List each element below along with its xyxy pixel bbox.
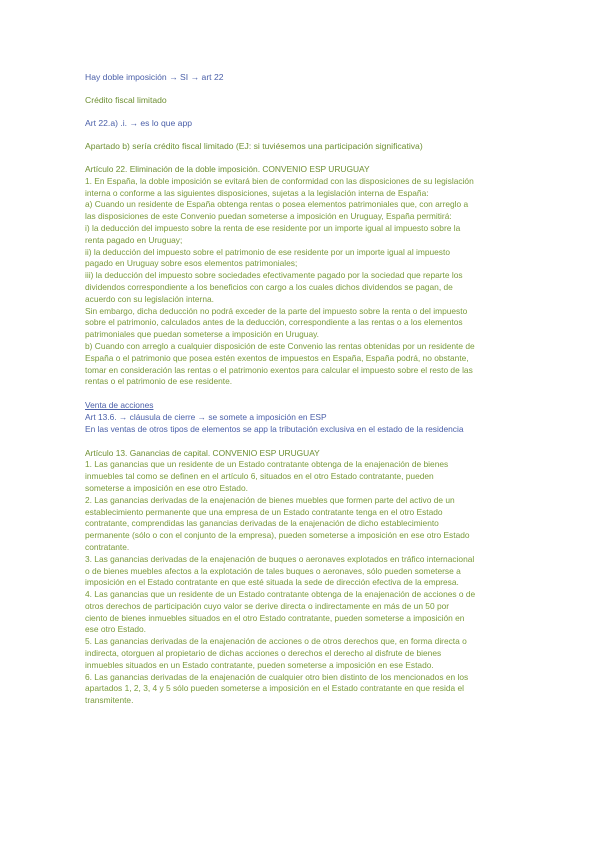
text-line: b) Cuando con arreglo a cualquier disposición de este Convenio las rentas obtenidas por un residente de [85,340,475,351]
article-13-section [85,448,519,708]
text-line: rentas o el patrimonio de ese residente. [85,376,233,387]
note-double-taxation: Hay doble imposición → SI → art 22 [85,72,224,82]
text-line: interna o conforme a las siguientes disposiciones, sujetas a la legislación interna de España: [85,187,429,198]
text-line: 6. Las ganancias derivadas de la enajenación de cualquier otro bien distinto de los mencionados en los [85,671,469,682]
text-line: tomar en consideración las rentas o el patrimonio exentos para calcular el impuesto sobre el resto de las [85,364,473,375]
text-line: 1. Las ganancias que un residente de un Estado contratante obtenga de la enajenación de bienes [85,459,449,470]
text-line: 4. Las ganancias que un residente de un Estado contratante obtenga de la enajenación de acciones o de [85,589,476,600]
text-line: dividendos correspondiente a los beneficios con cargo a los cuales dichos dividendos se pagan, de [85,281,453,292]
text-line: las disposiciones de este Convenio puedan someterse a imposición en Uruguay, España permitirá: [85,211,452,222]
text-line: otros derechos de participación cuyo valor se derive directa o indirectamente en más de un 50 por [85,600,450,611]
text-line: permanente (sólo o con el conjunto de la empresa), pueden someterse a imposición en ese otro Estado [85,530,470,541]
venta-acciones-section [85,400,519,435]
text-line: inmuebles situados en un Estado contratante, pueden someterse a imposición en ese Estado. [85,659,434,670]
text-line: inmuebles tal como se definen en el artículo 6, situados en el otro Estado contratante, pueden [85,471,434,482]
text-line: establecimiento permanente que una empresa de un Estado contratante tenga en el otro Estado [85,506,443,517]
note-art-22a: Art 22.a) .i. → es lo que app [85,118,193,128]
article-13-body [85,459,519,707]
text-line: contratante, comprendidas las ganancias derivadas de la enajenación de dicho establecimiento [85,518,439,529]
text-line: iii) la deducción del impuesto sobre sociedades efectivamente pagado por la sociedad que reparte los [85,270,463,281]
text-line: indirecta, otorguen al propietario de dichas acciones o derechos el derecho al disfrute de bienes [85,648,442,659]
article-22-title: Artículo 22. Eliminación de la doble imposición. CONVENIO ESP URUGUAY [85,164,370,174]
article-13-title: Artículo 13. Ganancias de capital. CONVENIO ESP URUGUAY [85,447,320,458]
text-line: i) la deducción del impuesto sobre la renta de ese residente por un importe igual al impuesto sobre la [85,222,461,233]
text-line: acuerdo con su legislación interna. [85,293,214,304]
text-line: transmitente. [85,695,134,706]
text-line: ciento de bienes inmuebles situados en el otro Estado contratante, pueden someterse a imposición en [85,612,465,623]
text-line: someterse a imposición en ese otro Estado. [85,482,248,493]
text-line: patrimoniales que puedan someterse a imposición en Uruguay. [85,329,320,340]
text-line: ii) la deducción del impuesto sobre el patrimonio de ese residente por un importe igual al impuesto [85,246,450,257]
venta-acciones-note-2: En las ventas de otros tipos de elementos se app la tributación exclusiva en el estado de la residencia [85,423,464,434]
text-line: 5. Las ganancias derivadas de la enajenación de acciones o de otros derechos que, en forma directa o [85,636,467,647]
text-line: apartados 1, 2, 3, 4 y 5 sólo pueden someterse a imposición en el Estado contratante en que resida el [85,683,464,694]
text-line: imposición en el Estado contratante en que esté situada la sede de dirección efectiva de la empresa. [85,577,459,588]
text-line: o de bienes muebles afectos a la explotación de tales buques o aeronaves, sólo pueden someterse a [85,565,461,576]
text-line: ese otro Estado. [85,624,146,635]
article-22-body [85,176,519,388]
text-line: 3. Las ganancias derivadas de la enajenación de buques o aeronaves explotados en tráfico internacional [85,553,475,564]
text-line: Sin embargo, dicha deducción no podrá exceder de la parte del impuesto sobre la renta o del impuesto [85,305,468,316]
note-limited-credit: Crédito fiscal limitado [85,95,167,105]
text-line: a) Cuando un residente de España obtenga rentas o posea elementos patrimoniales que, con arreglo a [85,199,469,210]
note-apartado-b: Apartado b) sería crédito fiscal limitado (EJ: si tuviésemos una participación significativa) [85,141,423,151]
text-line: España o el patrimonio que posea estén exentos de impuestos en España, España podrá, no obstante, [85,352,469,363]
venta-acciones-heading: Venta de acciones [85,400,154,411]
text-line: pagado en Uruguay sobre esos elementos patrimoniales; [85,258,298,269]
text-line: contratante. [85,541,130,552]
article-22-section [85,164,519,388]
text-line: sobre el patrimonio, calculados antes de la deducción, correspondiente a las rentas o a los elementos [85,317,463,328]
text-line: renta pagado en Uruguay; [85,234,183,245]
text-line: 1. En España, la doble imposición se evitará bien de conformidad con las disposiciones de su legislación [85,175,474,186]
venta-acciones-note-1: Art 13.6. → cláusula de cierre → se somete a imposición en ESP [85,411,327,422]
text-line: 2. Las ganancias derivadas de la enajenación de bienes muebles que formen parte del activo de un [85,494,455,505]
